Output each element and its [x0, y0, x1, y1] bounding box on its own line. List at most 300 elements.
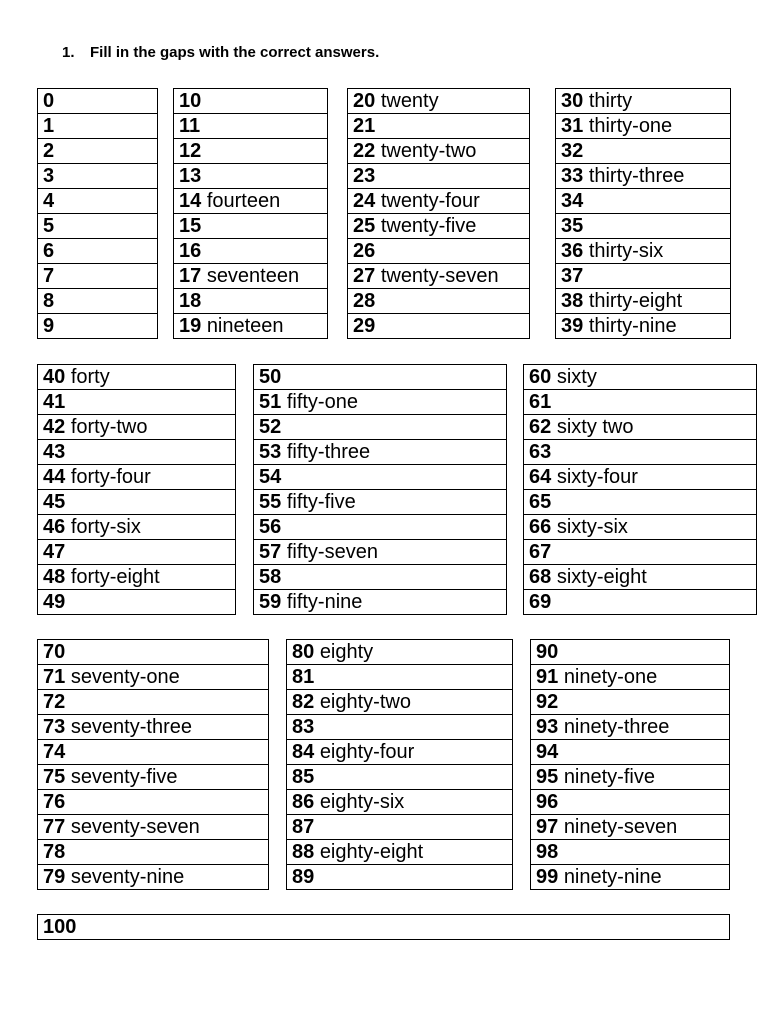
number-cell[interactable] — [348, 89, 530, 114]
number-cell[interactable] — [254, 390, 507, 415]
number-digits: 12 — [179, 140, 202, 162]
number-digits: 33 — [561, 165, 584, 187]
instruction-text: Fill in the gaps with the correct answers. — [90, 44, 380, 61]
number-word: fifty-seven — [286, 541, 378, 563]
number-cell[interactable] — [348, 114, 530, 139]
number-word: sixty two — [556, 416, 634, 438]
number-digits: 19 — [179, 315, 202, 337]
number-cell[interactable] — [38, 465, 236, 490]
number-cell[interactable] — [254, 440, 507, 465]
number-digits: 69 — [529, 591, 552, 613]
number-cell[interactable] — [38, 565, 236, 590]
number-digits: 47 — [43, 541, 66, 563]
number-row — [38, 540, 236, 565]
number-cell[interactable] — [174, 289, 328, 314]
number-row — [524, 465, 757, 490]
number-digits: 8 — [43, 290, 55, 312]
number-row — [38, 715, 269, 740]
number-cell[interactable] — [174, 89, 328, 114]
number-cell[interactable] — [556, 164, 731, 189]
number-digits: 20 — [353, 90, 376, 112]
number-digits: 89 — [292, 866, 315, 888]
number-cell[interactable] — [348, 214, 530, 239]
number-digits: 51 — [259, 391, 282, 413]
number-row — [348, 189, 530, 214]
number-word: fifty-five — [286, 491, 356, 513]
number-digits: 53 — [259, 441, 282, 463]
number-digits: 76 — [43, 791, 66, 813]
number-word: fifty-one — [286, 391, 358, 413]
number-cell[interactable] — [287, 640, 513, 665]
number-row — [287, 665, 513, 690]
number-row — [524, 565, 757, 590]
number-word: twenty-two — [380, 140, 477, 162]
number-cell[interactable] — [531, 740, 730, 765]
number-digits: 48 — [43, 566, 66, 588]
exercise-instruction — [62, 44, 379, 61]
number-digits: 2 — [43, 140, 55, 162]
number-digits: 62 — [529, 416, 552, 438]
number-cell[interactable] — [524, 465, 757, 490]
number-word: seventy-nine — [70, 866, 185, 888]
number-digits: 72 — [43, 691, 66, 713]
numbers-table-90-99 — [530, 639, 730, 890]
number-digits: 73 — [43, 716, 66, 738]
number-row — [524, 415, 757, 440]
number-cell[interactable] — [287, 815, 513, 840]
number-word: thirty-nine — [588, 315, 677, 337]
number-row — [524, 365, 757, 390]
number-row — [287, 865, 513, 890]
number-cell[interactable] — [38, 189, 158, 214]
number-digits: 74 — [43, 741, 66, 763]
number-row — [38, 840, 269, 865]
number-cell[interactable] — [556, 289, 731, 314]
number-cell[interactable] — [38, 865, 269, 890]
number-row — [38, 665, 269, 690]
number-row — [556, 239, 731, 264]
number-digits: 29 — [353, 315, 376, 337]
number-word: eighty-eight — [319, 841, 424, 863]
number-digits: 52 — [259, 416, 282, 438]
number-word: twenty — [380, 90, 439, 112]
number-digits: 64 — [529, 466, 552, 488]
number-word: eighty-two — [319, 691, 411, 713]
number-cell[interactable] — [254, 365, 507, 390]
number-cell[interactable] — [174, 114, 328, 139]
number-row — [531, 840, 730, 865]
number-cell[interactable] — [348, 314, 530, 339]
number-digits: 65 — [529, 491, 552, 513]
number-digits: 14 — [179, 190, 202, 212]
number-word: seventy-seven — [70, 816, 200, 838]
number-row — [287, 715, 513, 740]
number-word: eighty — [319, 641, 374, 663]
number-digits: 68 — [529, 566, 552, 588]
number-digits: 93 — [536, 716, 559, 738]
number-cell[interactable] — [174, 264, 328, 289]
number-row — [174, 289, 328, 314]
number-cell[interactable] — [38, 790, 269, 815]
number-word: fourteen — [206, 190, 281, 212]
number-digits: 56 — [259, 516, 282, 538]
number-word: twenty-four — [380, 190, 480, 212]
number-row — [348, 214, 530, 239]
number-cell[interactable] — [348, 164, 530, 189]
number-word: seventeen — [206, 265, 300, 287]
number-row — [174, 214, 328, 239]
number-cell[interactable] — [38, 390, 236, 415]
number-digits: 10 — [179, 90, 202, 112]
number-row — [38, 264, 158, 289]
numbers-table-60-69 — [523, 364, 757, 615]
number-cell[interactable] — [174, 139, 328, 164]
number-row — [524, 590, 757, 615]
number-row — [174, 189, 328, 214]
number-digits: 35 — [561, 215, 584, 237]
number-cell[interactable] — [287, 715, 513, 740]
number-cell[interactable] — [38, 765, 269, 790]
number-row — [38, 415, 236, 440]
number-digits: 87 — [292, 816, 315, 838]
number-cell[interactable] — [254, 515, 507, 540]
number-word: thirty — [588, 90, 633, 112]
number-row — [254, 515, 507, 540]
number-row — [556, 114, 731, 139]
number-row — [38, 690, 269, 715]
number-word: eighty-four — [319, 741, 415, 763]
numbers-table-0-9 — [37, 88, 158, 339]
number-word: ninety-nine — [563, 866, 662, 888]
number-digits: 61 — [529, 391, 552, 413]
number-row — [348, 239, 530, 264]
number-row — [287, 815, 513, 840]
number-cell[interactable] — [38, 515, 236, 540]
number-cell[interactable] — [38, 264, 158, 289]
number-cell[interactable] — [38, 815, 269, 840]
number-digits: 45 — [43, 491, 66, 513]
number-cell[interactable] — [38, 440, 236, 465]
number-row — [348, 289, 530, 314]
number-cell[interactable] — [38, 214, 158, 239]
number-row — [38, 790, 269, 815]
number-cell[interactable] — [524, 515, 757, 540]
number-cell[interactable] — [174, 239, 328, 264]
number-cell[interactable] — [524, 415, 757, 440]
number-cell[interactable] — [254, 490, 507, 515]
number-cell[interactable] — [174, 314, 328, 339]
number-digits: 34 — [561, 190, 584, 212]
number-digits: 18 — [179, 290, 202, 312]
number-row — [38, 565, 236, 590]
number-digits: 38 — [561, 290, 584, 312]
number-row — [524, 490, 757, 515]
number-digits: 31 — [561, 115, 584, 137]
number-row — [38, 289, 158, 314]
number-row — [254, 440, 507, 465]
number-row — [556, 264, 731, 289]
number-row — [174, 164, 328, 189]
number-row — [38, 865, 269, 890]
number-row — [254, 490, 507, 515]
number-row — [287, 740, 513, 765]
number-cell[interactable] — [287, 840, 513, 865]
number-cell[interactable] — [38, 164, 158, 189]
number-cell[interactable] — [38, 89, 158, 114]
number-digits: 26 — [353, 240, 376, 262]
number-cell[interactable] — [38, 365, 236, 390]
number-row — [38, 239, 158, 264]
number-cell[interactable] — [38, 239, 158, 264]
number-cell[interactable] — [254, 590, 507, 615]
number-word: fifty-three — [286, 441, 371, 463]
number-digits: 46 — [43, 516, 66, 538]
number-row — [287, 690, 513, 715]
number-digits: 22 — [353, 140, 376, 162]
number-cell[interactable] — [531, 715, 730, 740]
number-cell[interactable] — [348, 139, 530, 164]
number-cell[interactable] — [38, 715, 269, 740]
number-cell[interactable] — [556, 314, 731, 339]
number-row — [38, 89, 158, 114]
number-digits: 83 — [292, 716, 315, 738]
number-digits: 92 — [536, 691, 559, 713]
number-cell[interactable] — [174, 164, 328, 189]
number-row — [556, 89, 731, 114]
number-digits: 54 — [259, 466, 282, 488]
number-cell[interactable] — [287, 740, 513, 765]
number-cell[interactable] — [556, 189, 731, 214]
number-row — [38, 440, 236, 465]
number-digits: 39 — [561, 315, 584, 337]
number-cell[interactable] — [38, 590, 236, 615]
number-digits: 40 — [43, 366, 66, 388]
number-cell[interactable] — [531, 665, 730, 690]
number-digits: 13 — [179, 165, 202, 187]
numbers-table-80-89 — [286, 639, 513, 890]
number-digits: 77 — [43, 816, 66, 838]
number-cell[interactable] — [287, 690, 513, 715]
number-digits: 5 — [43, 215, 55, 237]
number-row — [174, 139, 328, 164]
number-row — [348, 264, 530, 289]
number-row — [254, 365, 507, 390]
number-digits: 6 — [43, 240, 55, 262]
number-cell[interactable] — [254, 415, 507, 440]
number-row — [287, 790, 513, 815]
number-cell[interactable] — [38, 740, 269, 765]
number-cell[interactable] — [174, 189, 328, 214]
number-digits: 50 — [259, 366, 282, 388]
number-row — [174, 314, 328, 339]
number-word: ninety-seven — [563, 816, 678, 838]
number-digits: 58 — [259, 566, 282, 588]
number-digits: 11 — [179, 115, 201, 137]
number-row — [38, 590, 236, 615]
number-cell[interactable] — [531, 840, 730, 865]
number-cell[interactable] — [556, 139, 731, 164]
number-cell[interactable] — [38, 540, 236, 565]
number-row — [524, 540, 757, 565]
number-row — [524, 390, 757, 415]
number-cell[interactable] — [287, 665, 513, 690]
number-cell[interactable] — [531, 790, 730, 815]
number-digits: 88 — [292, 841, 315, 863]
number-digits: 94 — [536, 741, 559, 763]
number-word: forty-six — [70, 516, 141, 538]
number-cell[interactable] — [524, 440, 757, 465]
number-row — [531, 815, 730, 840]
number-digits: 37 — [561, 265, 584, 287]
number-row — [174, 264, 328, 289]
number-row — [348, 139, 530, 164]
number-cell[interactable] — [524, 365, 757, 390]
number-cell[interactable] — [38, 139, 158, 164]
number-cell[interactable] — [38, 640, 269, 665]
number-row — [38, 189, 158, 214]
number-row — [254, 540, 507, 565]
number-cell[interactable] — [254, 465, 507, 490]
number-row — [531, 690, 730, 715]
number-digits: 99 — [536, 866, 559, 888]
number-cell[interactable] — [38, 840, 269, 865]
number-digits: 49 — [43, 591, 66, 613]
number-word: thirty-three — [588, 165, 685, 187]
number-digits: 57 — [259, 541, 282, 563]
number-digits: 97 — [536, 816, 559, 838]
number-row — [524, 440, 757, 465]
number-cell[interactable] — [287, 790, 513, 815]
number-word: sixty — [556, 366, 597, 388]
number-cell[interactable] — [556, 264, 731, 289]
number-cell[interactable] — [556, 89, 731, 114]
number-row — [556, 189, 731, 214]
number-digits: 44 — [43, 466, 66, 488]
number-digits: 70 — [43, 641, 66, 663]
number-cell[interactable] — [38, 915, 730, 940]
number-row — [38, 765, 269, 790]
number-cell[interactable] — [348, 264, 530, 289]
number-row — [348, 164, 530, 189]
number-row — [556, 314, 731, 339]
number-digits: 36 — [561, 240, 584, 262]
number-digits: 81 — [292, 666, 315, 688]
number-word: sixty-eight — [556, 566, 647, 588]
number-cell[interactable] — [556, 114, 731, 139]
number-cell[interactable] — [524, 590, 757, 615]
number-digits: 3 — [43, 165, 55, 187]
numbers-table-100 — [37, 914, 730, 940]
number-digits: 28 — [353, 290, 376, 312]
number-word: seventy-three — [70, 716, 192, 738]
number-cell[interactable] — [531, 865, 730, 890]
number-row — [38, 214, 158, 239]
number-digits: 4 — [43, 190, 55, 212]
number-digits: 66 — [529, 516, 552, 538]
number-cell[interactable] — [531, 765, 730, 790]
number-row — [531, 790, 730, 815]
number-digits: 21 — [353, 115, 376, 137]
number-row — [38, 490, 236, 515]
number-row — [556, 214, 731, 239]
number-cell[interactable] — [531, 640, 730, 665]
number-cell[interactable] — [524, 490, 757, 515]
numbers-table-30-39 — [555, 88, 731, 339]
number-digits: 25 — [353, 215, 376, 237]
number-digits: 98 — [536, 841, 559, 863]
number-digits: 96 — [536, 791, 559, 813]
number-row — [531, 765, 730, 790]
number-digits: 32 — [561, 140, 584, 162]
number-digits: 41 — [43, 391, 66, 413]
number-row — [254, 390, 507, 415]
number-word: thirty-six — [588, 240, 664, 262]
number-cell[interactable] — [38, 690, 269, 715]
number-cell[interactable] — [348, 289, 530, 314]
number-cell[interactable] — [524, 565, 757, 590]
number-row — [38, 515, 236, 540]
number-cell[interactable] — [556, 239, 731, 264]
number-cell[interactable] — [531, 690, 730, 715]
number-cell[interactable] — [524, 390, 757, 415]
number-cell[interactable] — [524, 540, 757, 565]
number-digits: 91 — [536, 666, 559, 688]
number-row — [531, 740, 730, 765]
number-cell[interactable] — [531, 815, 730, 840]
number-digits: 7 — [43, 265, 55, 287]
number-cell[interactable] — [254, 540, 507, 565]
number-digits: 100 — [43, 916, 77, 938]
number-digits: 30 — [561, 90, 584, 112]
number-cell[interactable] — [38, 665, 269, 690]
number-cell[interactable] — [38, 490, 236, 515]
number-word: eighty-six — [319, 791, 405, 813]
number-row — [348, 89, 530, 114]
number-row — [556, 139, 731, 164]
number-word: forty-two — [70, 416, 148, 438]
number-cell[interactable] — [174, 214, 328, 239]
number-digits: 1 — [43, 115, 55, 137]
number-cell[interactable] — [556, 214, 731, 239]
number-row — [287, 765, 513, 790]
number-digits: 17 — [179, 265, 202, 287]
number-word: ninety-one — [563, 666, 658, 688]
number-digits: 95 — [536, 766, 559, 788]
number-cell[interactable] — [348, 239, 530, 264]
number-cell[interactable] — [348, 189, 530, 214]
number-cell[interactable] — [38, 314, 158, 339]
number-word: seventy-one — [70, 666, 180, 688]
number-cell[interactable] — [287, 865, 513, 890]
number-cell[interactable] — [38, 114, 158, 139]
number-cell[interactable] — [287, 765, 513, 790]
number-row — [174, 114, 328, 139]
number-row — [348, 114, 530, 139]
number-cell[interactable] — [254, 565, 507, 590]
number-row — [287, 840, 513, 865]
number-word: thirty-one — [588, 115, 673, 137]
number-word: seventy-five — [70, 766, 178, 788]
number-word: forty-four — [70, 466, 151, 488]
number-digits: 23 — [353, 165, 376, 187]
number-row — [254, 565, 507, 590]
number-word: sixty-four — [556, 466, 638, 488]
number-row — [38, 314, 158, 339]
number-digits: 71 — [43, 666, 66, 688]
number-cell[interactable] — [38, 289, 158, 314]
exercise-number: 1. — [62, 44, 75, 61]
number-cell[interactable] — [38, 415, 236, 440]
